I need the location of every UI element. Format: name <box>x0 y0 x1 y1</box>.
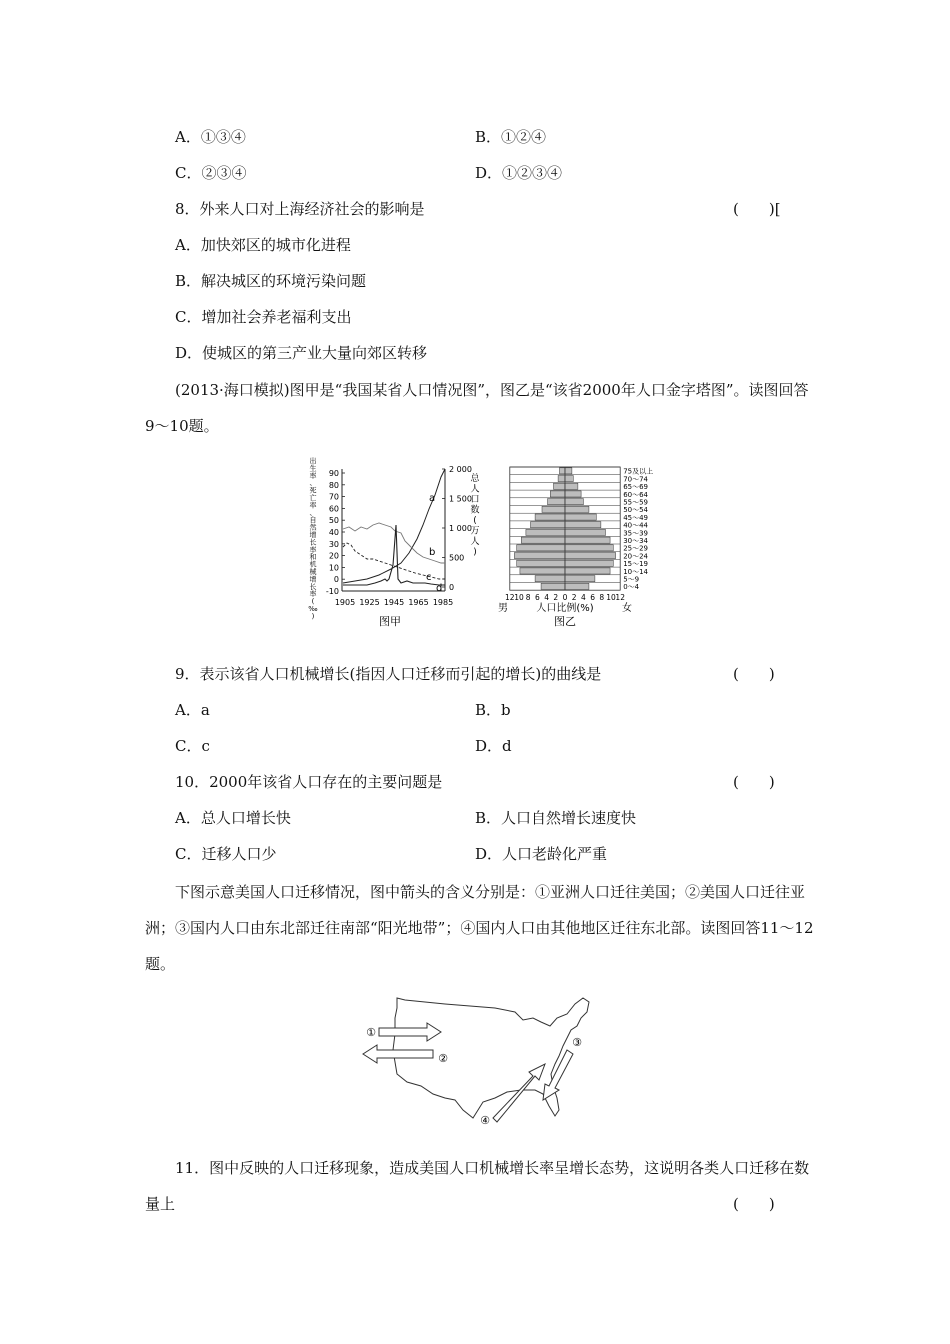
yi-age-label: 15～19 <box>623 560 649 569</box>
jia-left-label-char: 长 <box>309 538 317 547</box>
jia-curve-label: c <box>426 572 432 583</box>
jia-curve-label: a <box>429 493 436 504</box>
q9-answer-paren: ( ) <box>733 665 775 683</box>
jia-left-label-char: 亡 <box>309 494 317 502</box>
intro-11-12: 下图示意美国人口迁移情况，图中箭头的含义分别是：①亚洲人口迁往美国；②美国人口迁往亚洲；③国内人口由东北部迁往南部“阳光地带”；④国内人口由其他地区迁往东北部。读图回答11～12题。 <box>145 883 814 973</box>
q8-option-c: C．增加社会养老福利支出 <box>175 308 352 326</box>
q7-option-d: D．①②③④ <box>475 164 563 182</box>
yi-male-bar <box>550 491 565 497</box>
yi-age-label: 60～64 <box>623 490 649 499</box>
q10-option-a: A．总人口增长快 <box>175 809 291 827</box>
jia-left-axis-label-vertical <box>308 456 318 620</box>
jia-right-axis-label <box>470 472 480 558</box>
jia-left-tick: 90 <box>328 469 339 478</box>
jia-left-label-char: ( <box>311 597 315 606</box>
yi-male-bar <box>517 545 565 551</box>
jia-left-label-char: 自 <box>309 516 317 525</box>
yi-male-label: 男 <box>498 603 508 614</box>
q9-option-a: A．a <box>175 701 210 719</box>
jia-left-label-char: 和 <box>309 553 317 562</box>
jia-right-label-char: 口 <box>470 495 480 505</box>
jia-left-tick: 70 <box>328 492 339 502</box>
yi-male-bar <box>548 499 565 505</box>
jia-left-label-char: 率 <box>309 590 317 599</box>
yi-male-bar <box>521 537 565 543</box>
yi-age-label: 65～69 <box>623 483 649 492</box>
jia-x-tick: 1905 <box>334 598 356 607</box>
q8-option-b: B．解决城区的环境污染问题 <box>175 272 367 290</box>
yi-age-label: 25～29 <box>623 544 649 553</box>
yi-x-tick: 6 <box>590 593 595 603</box>
yi-x-tick: 8 <box>599 593 605 603</box>
yi-age-label: 70～74 <box>623 475 649 484</box>
jia-left-label-char: 机 <box>309 560 317 569</box>
yi-age-label: 75及以上 <box>623 467 654 476</box>
yi-age-labels <box>623 467 653 592</box>
jia-left-label-char: 长 <box>309 582 317 591</box>
yi-x-tick: 8 <box>525 593 531 603</box>
yi-age-label: 45～49 <box>623 513 649 522</box>
q11-answer-paren: ( ) <box>733 1195 775 1213</box>
yi-x-tick: 4 <box>581 593 586 603</box>
jia-x-tick: 1945 <box>383 598 405 607</box>
yi-female-bar <box>565 576 595 582</box>
q7-option-a: A．①③④ <box>175 128 246 146</box>
arrow-1 <box>379 1023 441 1041</box>
yi-female-bar <box>565 514 596 520</box>
jia-right-tick: 1 500 <box>449 494 472 504</box>
yi-female-bar <box>565 568 610 574</box>
yi-age-label: 0～4 <box>623 583 640 592</box>
jia-left-label-char: 率 <box>309 501 317 510</box>
yi-x-tick: 0 <box>562 593 568 603</box>
q10-option-b: B．人口自然增长速度快 <box>475 809 637 827</box>
jia-caption: 图甲 <box>379 615 401 628</box>
jia-right-label-char: 万 <box>470 526 480 537</box>
jia-right-ticks <box>442 465 472 592</box>
yi-age-label: 55～59 <box>623 498 649 507</box>
arrow-1-label: ① <box>366 1026 376 1039</box>
jia-right-tick: 0 <box>449 583 455 592</box>
q10-stem: 10．2000年该省人口存在的主要问题是 <box>175 773 443 791</box>
yi-female-bar <box>565 553 616 559</box>
intro-9-10: (2013·海口模拟)图甲是“我国某省人口情况图”，图乙是“该省2000年人口金字塔图”。读图回答9～10题。 <box>145 381 809 435</box>
yi-male-bar <box>531 522 566 528</box>
jia-x-tick: 1985 <box>432 598 454 607</box>
jia-left-label-char: 出 <box>309 457 317 465</box>
q11-stem: 11．图中反映的人口迁移现象，造成美国人口机械增长率呈增长态势，这说明各类人口迁移在数量上 <box>145 1159 810 1213</box>
yi-x-tick: 2 <box>571 593 577 603</box>
yi-female-bar <box>565 560 613 566</box>
jia-left-tick: 80 <box>328 480 339 490</box>
usa-migration-map <box>345 990 615 1130</box>
jia-right-label-char: 数 <box>470 505 480 516</box>
jia-left-label-char: 率 <box>309 545 317 554</box>
yi-female-bar <box>565 491 581 497</box>
yi-age-label: 20～24 <box>623 552 649 561</box>
yi-x-tick: 12 <box>505 593 515 603</box>
arrow-4 <box>493 1064 545 1122</box>
yi-x-label: 人口比例(%) <box>536 603 594 614</box>
jia-left-tick: 10 <box>328 563 339 573</box>
jia-curve-label: d <box>436 583 443 594</box>
q7-option-c: C．②③④ <box>175 164 247 182</box>
yi-male-bar <box>526 529 565 535</box>
jia-left-tick: 40 <box>328 528 339 537</box>
yi-female-bar <box>565 506 589 512</box>
figure-yi <box>490 455 690 645</box>
yi-age-label: 10～14 <box>623 567 649 576</box>
jia-right-label-char: 人 <box>470 537 480 547</box>
jia-left-label-char: 然 <box>309 523 317 532</box>
q9-option-d: D．d <box>475 737 512 755</box>
q10-option-c: C．迁移人口少 <box>175 845 277 863</box>
yi-female-bar <box>565 529 605 535</box>
yi-female-bar <box>565 522 601 528</box>
yi-age-label: 5～9 <box>623 575 640 584</box>
q9-stem: 9．表示该省人口机械增长(指因人口迁移而引起的增长)的曲线是 <box>175 665 602 683</box>
yi-female-bar <box>565 468 572 474</box>
jia-left-label-char: 、 <box>309 508 317 517</box>
q8-stem: 8．外来人口对上海经济社会的影响是 <box>175 200 425 218</box>
q7-option-b: B．①②④ <box>475 128 547 146</box>
jia-right-tick: 500 <box>449 553 465 563</box>
arrow-4-label: ④ <box>480 1114 490 1127</box>
jia-right-label-char: ) <box>473 547 477 558</box>
jia-left-label-char: 增 <box>309 575 317 584</box>
yi-male-bar <box>541 583 565 589</box>
jia-left-label-char: ) <box>311 612 315 621</box>
yi-x-tick: 10 <box>514 593 524 603</box>
jia-left-tick: 60 <box>328 504 339 514</box>
jia-x-tick: 1965 <box>408 598 429 607</box>
yi-age-label: 40～44 <box>623 521 649 530</box>
jia-left-label-char: 、 <box>309 479 317 488</box>
q8-option-a: A．加快郊区的城市化进程 <box>175 236 351 254</box>
jia-right-tick: 2 000 <box>449 465 472 474</box>
yi-male-bar <box>514 553 565 559</box>
yi-female-bar <box>565 483 578 489</box>
arrow-2-label: ② <box>438 1052 448 1065</box>
q8-answer-paren: ( )[ <box>733 200 781 218</box>
jia-left-tick: 30 <box>328 539 339 549</box>
yi-x-tick: 10 <box>606 593 616 603</box>
yi-female-bar <box>565 499 583 505</box>
arrow-2 <box>363 1045 433 1063</box>
yi-caption: 图乙 <box>554 615 576 628</box>
jia-left-label-char: 械 <box>309 568 317 576</box>
jia-left-tick: 50 <box>328 516 339 526</box>
yi-x-ticks <box>505 593 625 602</box>
q10-option-d: D．人口老龄化严重 <box>475 845 608 863</box>
yi-female-label: 女 <box>622 603 632 614</box>
yi-bars <box>510 467 620 590</box>
yi-x-tick: 12 <box>615 593 625 603</box>
yi-male-bar <box>520 568 565 574</box>
yi-male-bar <box>558 476 565 482</box>
yi-age-label: 35～39 <box>623 529 649 538</box>
yi-male-bar <box>559 468 565 474</box>
jia-x-ticks <box>335 598 453 607</box>
q8-option-d: D．使城区的第三产业大量向郊区转移 <box>175 344 428 362</box>
jia-left-label-char: 率 <box>309 471 317 480</box>
yi-male-bar <box>535 576 565 582</box>
yi-female-bar <box>565 583 589 589</box>
jia-left-tick: -10 <box>325 587 339 596</box>
jia-left-label-char: 生 <box>309 464 317 473</box>
arrow-3-label: ③ <box>572 1036 582 1049</box>
jia-left-label-char: ‰ <box>308 605 318 613</box>
yi-female-bar <box>565 545 613 551</box>
jia-left-tick: 20 <box>328 551 339 561</box>
jia-x-tick: 1925 <box>359 598 380 607</box>
jia-right-label-char: 总 <box>470 474 480 484</box>
jia-right-tick: 1 000 <box>449 524 472 533</box>
yi-male-bar <box>535 514 565 520</box>
yi-x-tick: 6 <box>535 593 540 603</box>
yi-male-bar <box>517 560 565 566</box>
yi-female-bar <box>565 537 610 543</box>
curve-a <box>343 469 445 583</box>
q9-option-c: C．c <box>175 737 210 755</box>
jia-left-tick: 0 <box>333 575 339 585</box>
yi-x-tick: 2 <box>553 593 559 603</box>
q9-option-b: B．b <box>475 701 511 719</box>
figure-jia <box>305 455 485 645</box>
yi-female-bar <box>565 476 573 482</box>
q10-answer-paren: ( ) <box>733 773 775 791</box>
yi-male-bar <box>554 483 566 489</box>
jia-right-label-char: ( <box>473 516 477 526</box>
jia-left-label-char: 死 <box>309 486 317 495</box>
jia-left-label-char: 增 <box>309 531 317 539</box>
yi-x-tick: 4 <box>544 593 549 603</box>
jia-right-label-char: 人 <box>470 484 480 495</box>
yi-age-label: 50～54 <box>623 506 649 515</box>
yi-male-bar <box>542 506 565 512</box>
yi-age-label: 30～34 <box>623 537 649 545</box>
jia-curve-label: b <box>429 547 436 558</box>
